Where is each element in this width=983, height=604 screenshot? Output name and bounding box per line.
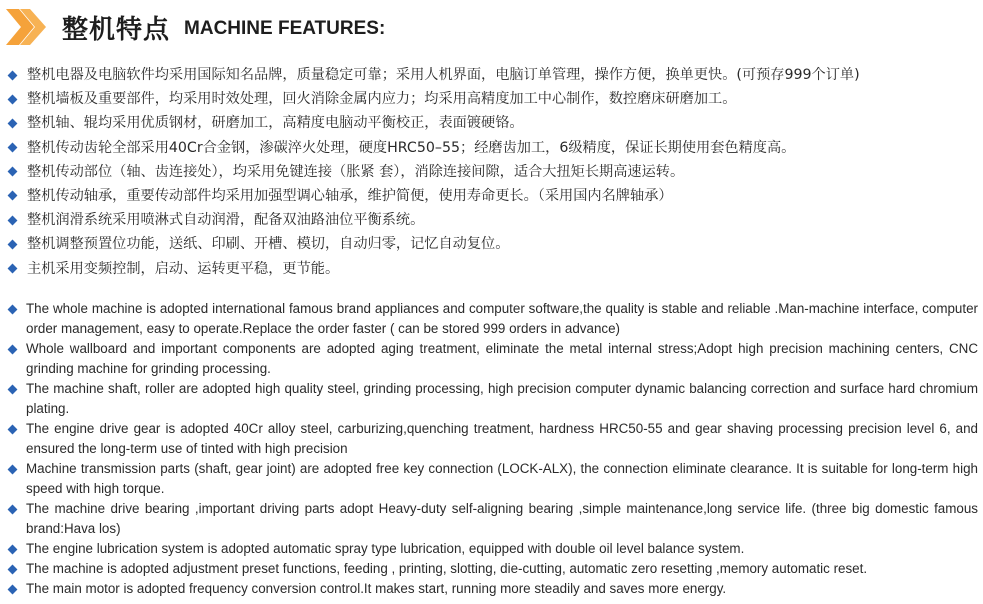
feature-text-cn: 整机轴、辊均采用优质钢材，研磨加工，高精度电脑动平衡校正，表面镀硬铬。 (27, 115, 524, 132)
feature-text-cn: 主机采用变频控制，启动、运转更平稳，更节能。 (27, 260, 340, 277)
feature-item-cn (8, 184, 978, 208)
feature-text-cn: 整机墙板及重要部件，均采用时效处理，回火消除金属内应力；均采用高精度加工中心制作，数控磨床研磨加工。 (27, 91, 737, 108)
diamond-bullet-icon (8, 545, 18, 555)
feature-item-cn (8, 136, 978, 160)
feature-item-en (8, 559, 978, 579)
feature-text-cn: 整机润滑系统采用喷淋式自动润滑，配备双油路油位平衡系统。 (27, 212, 425, 229)
feature-item-cn (8, 111, 978, 135)
diamond-bullet-icon (8, 465, 18, 475)
diamond-bullet-icon (8, 385, 18, 395)
diamond-bullet-icon (8, 345, 18, 355)
feature-item-en (8, 379, 978, 419)
feature-text-cn: 整机调整预置位功能，送纸、印刷、开槽、模切，自动归零，记忆自动复位。 (27, 236, 510, 253)
feature-text-en: Whole wallboard and important components are adopted aging treatment, eliminate the metal internal stress;Adopt high precision machining centers, CNC grinding machine for grinding processing. (26, 341, 978, 376)
feature-text-cn: 整机传动齿轮全部采用40Cr合金钢，渗碳淬火处理，硬度HRC50–55；经磨齿加工，6级精度，保证长期使用套色精度高。 (27, 139, 796, 156)
diamond-bullet-icon (8, 215, 18, 225)
features-list-english (8, 299, 978, 599)
feature-item-en (8, 339, 978, 379)
diamond-bullet-icon (8, 94, 18, 104)
feature-item-cn (8, 87, 978, 111)
feature-item-cn (8, 63, 978, 87)
diamond-bullet-icon (8, 70, 18, 80)
diamond-bullet-icon (8, 143, 18, 153)
feature-text-cn: 整机电器及电脑软件均采用国际知名品牌，质量稳定可靠；采用人机界面，电脑订单管理，操作方便，换单更快。(可预存999个订单) (27, 67, 860, 83)
title-chinese: 整机特点 (62, 14, 171, 45)
feature-text-en: The whole machine is adopted international famous brand appliances and computer software,the quality is stable and reliable .Man-machine interface, computer order management, easy to operate.Replace the order faster ( can be stored 999 orders in advance) (26, 301, 978, 336)
diamond-bullet-icon (8, 167, 18, 177)
feature-text-en: The machine drive bearing ,important driving parts adopt Heavy-duty self-aligning bearing ,simple maintenance,long service life. (three big domestic famous brand:Hava los) (26, 501, 978, 536)
feature-text-en: The main motor is adopted frequency conversion control.It makes start, running more steadily and saves more energy. (26, 581, 727, 596)
feature-item-en (8, 499, 978, 539)
feature-item-en (8, 299, 978, 339)
feature-text-en: Machine transmission parts (shaft, gear joint) are adopted free key connection (LOCK-ALX), the connection eliminate clearance. It is suitable for long-term high speed with high torque. (26, 461, 978, 496)
title-english: MACHINE FEATURES: (184, 17, 386, 39)
feature-item-cn (8, 160, 978, 184)
feature-item-en (8, 539, 978, 559)
feature-text-en: The machine is adopted adjustment preset functions, feeding , printing, slotting, die-cutting, automatic zero resetting ,memory automatic reset. (26, 561, 868, 576)
feature-item-en (8, 459, 978, 499)
feature-item-cn (8, 232, 978, 256)
diamond-bullet-icon (8, 239, 18, 249)
diamond-bullet-icon (8, 191, 18, 201)
feature-text-en: The machine shaft, roller are adopted high quality steel, grinding processing, high precision computer dynamic balancing correction and surface hard chromium plating. (26, 381, 978, 416)
feature-text-cn: 整机传动轴承，重要传动部件均采用加强型调心轴承，维护简便，使用寿命更长。（采用国内名牌轴承） (27, 187, 673, 204)
diamond-bullet-icon (8, 425, 18, 435)
orange-double-chevron-icon (6, 7, 46, 47)
diamond-bullet-icon (8, 305, 18, 315)
diamond-bullet-icon (8, 565, 18, 575)
diamond-bullet-icon (8, 264, 18, 274)
feature-text-en: The engine lubrication system is adopted automatic spray type lubrication, equipped with double oil level balance system. (26, 541, 745, 556)
diamond-bullet-icon (8, 505, 18, 515)
feature-text-cn: 整机传动部位（轴、齿连接处），均采用免键连接（胀紧 套），消除连接间隙，适合大扭矩长期高速运转。 (27, 163, 685, 180)
section-header (6, 6, 385, 48)
feature-item-cn (8, 208, 978, 232)
diamond-bullet-icon (8, 118, 18, 128)
feature-item-cn (8, 257, 978, 281)
features-list-chinese (8, 63, 978, 281)
diamond-bullet-icon (8, 585, 18, 595)
feature-item-en (8, 579, 978, 599)
feature-item-en (8, 419, 978, 459)
feature-text-en: The engine drive gear is adopted 40Cr alloy steel, carburizing,quenching treatment, hardness HRC50-55 and gear shaving processing precision level 6, and ensured the long-term use of tinted with high precision (26, 421, 978, 456)
